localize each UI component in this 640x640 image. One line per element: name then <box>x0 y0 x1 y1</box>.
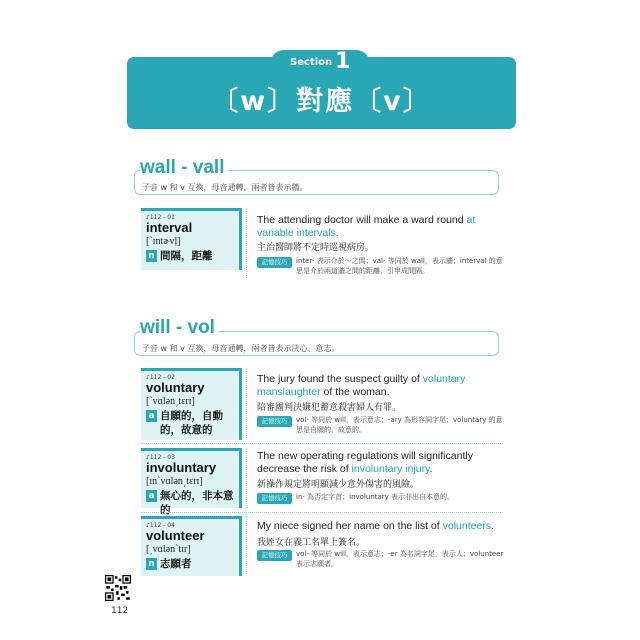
example-translation: 新操作規定將明顯減少意外傷害的風險。 <box>257 480 420 490</box>
highlighted-phrase: involuntary injury <box>351 462 430 475</box>
example-sentence: My niece signed her name on the list of volunteers. <box>257 520 494 532</box>
memory-tip-tag: 記憶技巧 <box>257 257 292 268</box>
divider <box>246 208 247 278</box>
example-sentence: The attending doctor will make a ward round at variable intervals. <box>257 214 476 239</box>
part-of-speech-badge: a <box>146 410 157 422</box>
vocab-word: voluntary <box>146 380 205 395</box>
memory-tip: vol- 等同於 will，表示意志；-er 為名詞字尾，表示人；volunteer 表示志願者。 <box>296 550 504 569</box>
vocab-word: involuntary <box>146 460 217 475</box>
example-translation: 主治醫師將不定時巡視病房。 <box>257 243 375 253</box>
definition <box>146 489 236 517</box>
group-title: will - vol <box>140 317 219 339</box>
memory-tip: in- 為否定字首；involuntary 表示非出自本意的。 <box>296 493 455 501</box>
audio-track-id: ♪112 - 01 <box>146 214 175 221</box>
section-number: 1 <box>335 49 351 74</box>
phonetic: [ɪnˋvɑlən͵tɛrɪ] <box>146 475 203 487</box>
qr-code-icon[interactable] <box>105 575 131 601</box>
audio-track-id: ♪112 - 02 <box>146 374 175 381</box>
phonetic: [͵vɑlənˋtɪr] <box>146 543 191 555</box>
example-sentence: The new operating regulations will significantly decrease the risk of involuntary injury. <box>257 450 473 475</box>
definition <box>146 409 236 437</box>
definition <box>146 249 236 263</box>
word-card <box>141 516 242 576</box>
definition-text: 志願者 <box>160 557 192 570</box>
vocab-word: volunteer <box>146 528 205 543</box>
divider <box>246 368 247 438</box>
part-of-speech-badge: a <box>146 490 157 502</box>
word-card <box>141 368 242 440</box>
page-number: 112 <box>111 606 129 616</box>
separator <box>141 512 501 513</box>
example-sentence: The jury found the suspect guilty of voluntary manslaughter of the woman. <box>257 373 466 398</box>
group-title: wall - vall <box>140 157 228 179</box>
example-translation: 陪審團判決嫌犯蓄意殺害婦人有罪。 <box>257 403 402 413</box>
word-card <box>141 448 242 517</box>
highlighted-phrase: voluntary manslaughter <box>257 373 466 398</box>
highlighted-phrase: at variable intervals <box>257 214 476 239</box>
vocab-word: interval <box>146 220 193 235</box>
word-card <box>141 208 242 270</box>
memory-tip: inter- 表示介於～之間；val- 等同於 wall，表示牆；interval 的意思是介於兩道牆之間的距離，引申成間隔。 <box>296 257 503 276</box>
example-translation: 我姪女在義工名單上簽名。 <box>257 538 366 548</box>
definition-text: 無心的，非本意的 <box>160 489 234 517</box>
separator <box>141 443 501 444</box>
definition-text: 間隔，距離 <box>160 249 213 262</box>
divider <box>246 448 247 508</box>
definition <box>146 557 236 571</box>
memory-tip: vol- 等同於 will，表示意志；-ary 為形容詞字尾；voluntary 的意思是自願的、故意的。 <box>296 416 503 435</box>
section-label: Section <box>290 57 333 68</box>
audio-track-id: ♪112 - 04 <box>146 522 175 529</box>
phonetic: [ˋvɑlən͵tɛrɪ] <box>146 395 195 407</box>
part-of-speech-badge: n <box>146 558 157 570</box>
memory-tip-tag: 記憶技巧 <box>257 416 292 427</box>
definition-text: 自願的，自動的，故意的 <box>160 409 223 437</box>
group-description: 子音 w 和 v 互換，母音通轉，兩者皆表示決心、意志。 <box>142 344 340 353</box>
highlighted-phrase: volunteers <box>442 520 492 532</box>
memory-tip-tag: 記憶技巧 <box>257 550 292 561</box>
group-description: 子音 w 和 v 互換，母音通轉，兩者皆表示牆。 <box>142 183 308 192</box>
section-title: 〔w〕對應〔v〕 <box>211 86 432 117</box>
part-of-speech-badge: n <box>146 250 157 262</box>
divider <box>246 516 247 574</box>
memory-tip-tag: 記憶技巧 <box>257 493 292 504</box>
audio-track-id: ♪112 - 03 <box>146 454 175 461</box>
phonetic: [ˋɪntɚvḷ] <box>146 235 181 247</box>
